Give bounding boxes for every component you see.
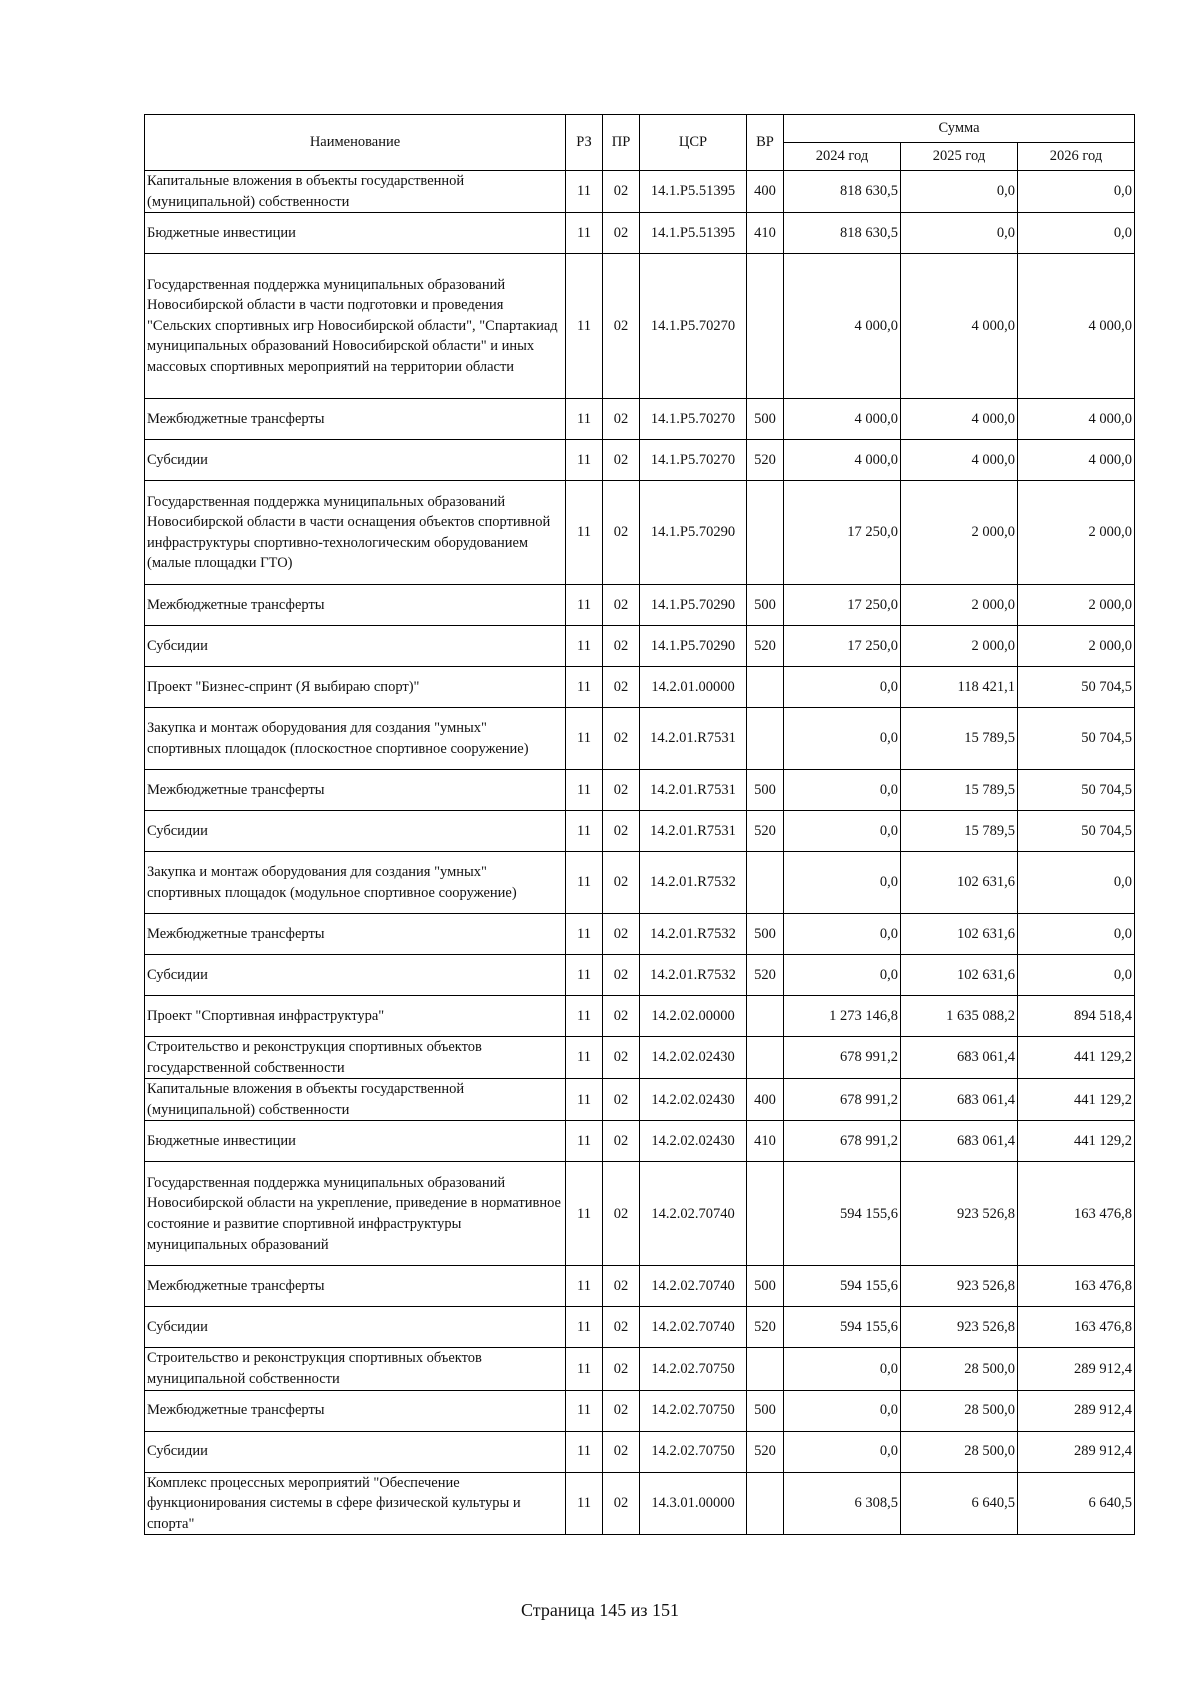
row-vr: 410 bbox=[747, 1121, 784, 1162]
row-csr: 14.2.02.70740 bbox=[640, 1307, 747, 1348]
row-csr: 14.2.01.R7531 bbox=[640, 708, 747, 770]
table-row bbox=[145, 852, 1135, 914]
row-csr: 14.2.02.70750 bbox=[640, 1390, 747, 1431]
row-csr: 14.2.02.02430 bbox=[640, 1121, 747, 1162]
row-name: Межбюджетные трансферты bbox=[145, 914, 566, 955]
table-header bbox=[145, 115, 1135, 171]
row-pr: 02 bbox=[603, 1348, 640, 1390]
header-rz: РЗ bbox=[566, 115, 603, 171]
row-amount-2024: 678 991,2 bbox=[784, 1079, 901, 1121]
page-number: Страница 145 из 151 bbox=[521, 1600, 679, 1620]
row-amount-2025: 6 640,5 bbox=[901, 1472, 1018, 1535]
row-rz: 11 bbox=[566, 254, 603, 399]
table-row bbox=[145, 770, 1135, 811]
row-pr: 02 bbox=[603, 254, 640, 399]
row-name: Государственная поддержка муниципальных образований Новосибирской области на укрепление, приведение в нормативное состояние и развитие спортивной инфраструктуры муниципальных образований bbox=[145, 1162, 566, 1266]
row-amount-2026: 50 704,5 bbox=[1018, 770, 1135, 811]
row-csr: 14.2.02.70740 bbox=[640, 1162, 747, 1266]
header-sum: Сумма bbox=[784, 115, 1135, 143]
row-csr: 14.1.P5.51395 bbox=[640, 213, 747, 254]
row-name: Субсидии bbox=[145, 955, 566, 996]
row-name: Государственная поддержка муниципальных образований Новосибирской области в части подготовки и проведения "Сельских спортивных игр Новосибирской области", "Спартакиад муниципальных образований Новосибирской области" и иных массовых спортивных мероприятий на территории области bbox=[145, 254, 566, 399]
row-amount-2026: 163 476,8 bbox=[1018, 1307, 1135, 1348]
row-vr bbox=[747, 1037, 784, 1079]
table-row bbox=[145, 585, 1135, 626]
row-csr: 14.2.02.02430 bbox=[640, 1037, 747, 1079]
row-pr: 02 bbox=[603, 852, 640, 914]
row-name: Субсидии bbox=[145, 1307, 566, 1348]
row-vr: 400 bbox=[747, 1079, 784, 1121]
row-amount-2026: 2 000,0 bbox=[1018, 585, 1135, 626]
row-amount-2026: 441 129,2 bbox=[1018, 1037, 1135, 1079]
row-vr bbox=[747, 254, 784, 399]
row-pr: 02 bbox=[603, 626, 640, 667]
table-row bbox=[145, 1162, 1135, 1266]
row-pr: 02 bbox=[603, 811, 640, 852]
table-body bbox=[145, 171, 1135, 1535]
row-amount-2024: 0,0 bbox=[784, 1390, 901, 1431]
row-csr: 14.2.01.R7532 bbox=[640, 852, 747, 914]
row-rz: 11 bbox=[566, 1307, 603, 1348]
row-amount-2024: 17 250,0 bbox=[784, 626, 901, 667]
row-vr bbox=[747, 1162, 784, 1266]
header-year-2026: 2026 год bbox=[1018, 143, 1135, 171]
row-csr: 14.2.02.70740 bbox=[640, 1266, 747, 1307]
row-vr: 500 bbox=[747, 585, 784, 626]
row-amount-2025: 2 000,0 bbox=[901, 585, 1018, 626]
row-amount-2026: 441 129,2 bbox=[1018, 1079, 1135, 1121]
row-amount-2024: 0,0 bbox=[784, 770, 901, 811]
table-row bbox=[145, 254, 1135, 399]
row-rz: 11 bbox=[566, 996, 603, 1037]
row-csr: 14.2.02.70750 bbox=[640, 1348, 747, 1390]
row-csr: 14.1.P5.70290 bbox=[640, 585, 747, 626]
row-rz: 11 bbox=[566, 585, 603, 626]
row-pr: 02 bbox=[603, 1037, 640, 1079]
row-vr: 520 bbox=[747, 1431, 784, 1472]
row-pr: 02 bbox=[603, 171, 640, 213]
table-row bbox=[145, 1390, 1135, 1431]
row-rz: 11 bbox=[566, 667, 603, 708]
row-amount-2025: 923 526,8 bbox=[901, 1266, 1018, 1307]
row-rz: 11 bbox=[566, 708, 603, 770]
row-rz: 11 bbox=[566, 1472, 603, 1535]
row-vr bbox=[747, 667, 784, 708]
row-pr: 02 bbox=[603, 1121, 640, 1162]
row-csr: 14.1.P5.70270 bbox=[640, 254, 747, 399]
row-amount-2024: 4 000,0 bbox=[784, 399, 901, 440]
row-amount-2026: 289 912,4 bbox=[1018, 1348, 1135, 1390]
row-name: Строительство и реконструкция спортивных объектов государственной собственности bbox=[145, 1037, 566, 1079]
row-amount-2025: 923 526,8 bbox=[901, 1162, 1018, 1266]
row-amount-2026: 4 000,0 bbox=[1018, 440, 1135, 481]
row-vr bbox=[747, 852, 784, 914]
table-row bbox=[145, 626, 1135, 667]
row-csr: 14.2.01.R7532 bbox=[640, 914, 747, 955]
row-rz: 11 bbox=[566, 626, 603, 667]
row-amount-2024: 818 630,5 bbox=[784, 213, 901, 254]
row-name: Межбюджетные трансферты bbox=[145, 770, 566, 811]
row-pr: 02 bbox=[603, 708, 640, 770]
header-pr: ПР bbox=[603, 115, 640, 171]
row-amount-2025: 683 061,4 bbox=[901, 1079, 1018, 1121]
table-row bbox=[145, 1266, 1135, 1307]
row-amount-2024: 0,0 bbox=[784, 955, 901, 996]
table-row bbox=[145, 708, 1135, 770]
row-pr: 02 bbox=[603, 1079, 640, 1121]
row-amount-2024: 0,0 bbox=[784, 852, 901, 914]
row-amount-2026: 4 000,0 bbox=[1018, 254, 1135, 399]
row-vr: 520 bbox=[747, 440, 784, 481]
row-rz: 11 bbox=[566, 1162, 603, 1266]
table-row bbox=[145, 481, 1135, 585]
row-pr: 02 bbox=[603, 213, 640, 254]
row-rz: 11 bbox=[566, 1348, 603, 1390]
table-row bbox=[145, 1348, 1135, 1390]
row-rz: 11 bbox=[566, 1037, 603, 1079]
row-amount-2026: 2 000,0 bbox=[1018, 481, 1135, 585]
row-pr: 02 bbox=[603, 399, 640, 440]
header-name: Наименование bbox=[145, 115, 566, 171]
row-name: Бюджетные инвестиции bbox=[145, 213, 566, 254]
row-vr bbox=[747, 1472, 784, 1535]
row-vr: 520 bbox=[747, 626, 784, 667]
row-csr: 14.2.01.R7531 bbox=[640, 811, 747, 852]
header-csr: ЦСР bbox=[640, 115, 747, 171]
row-amount-2024: 17 250,0 bbox=[784, 585, 901, 626]
row-amount-2026: 441 129,2 bbox=[1018, 1121, 1135, 1162]
row-vr bbox=[747, 708, 784, 770]
row-vr: 520 bbox=[747, 1307, 784, 1348]
row-amount-2025: 4 000,0 bbox=[901, 399, 1018, 440]
row-pr: 02 bbox=[603, 996, 640, 1037]
row-vr bbox=[747, 1348, 784, 1390]
row-amount-2026: 163 476,8 bbox=[1018, 1266, 1135, 1307]
row-pr: 02 bbox=[603, 1266, 640, 1307]
row-pr: 02 bbox=[603, 481, 640, 585]
row-csr: 14.2.02.02430 bbox=[640, 1079, 747, 1121]
row-amount-2024: 594 155,6 bbox=[784, 1162, 901, 1266]
row-amount-2025: 102 631,6 bbox=[901, 852, 1018, 914]
row-amount-2025: 15 789,5 bbox=[901, 708, 1018, 770]
row-amount-2026: 0,0 bbox=[1018, 213, 1135, 254]
row-rz: 11 bbox=[566, 914, 603, 955]
row-csr: 14.1.P5.51395 bbox=[640, 171, 747, 213]
row-rz: 11 bbox=[566, 171, 603, 213]
row-csr: 14.2.01.R7532 bbox=[640, 955, 747, 996]
header-year-2024: 2024 год bbox=[784, 143, 901, 171]
row-rz: 11 bbox=[566, 852, 603, 914]
row-amount-2026: 0,0 bbox=[1018, 914, 1135, 955]
row-rz: 11 bbox=[566, 481, 603, 585]
row-vr: 500 bbox=[747, 770, 784, 811]
row-csr: 14.2.02.00000 bbox=[640, 996, 747, 1037]
row-amount-2026: 894 518,4 bbox=[1018, 996, 1135, 1037]
row-amount-2025: 923 526,8 bbox=[901, 1307, 1018, 1348]
row-amount-2026: 289 912,4 bbox=[1018, 1431, 1135, 1472]
row-amount-2025: 2 000,0 bbox=[901, 481, 1018, 585]
row-rz: 11 bbox=[566, 1079, 603, 1121]
row-csr: 14.1.P5.70270 bbox=[640, 440, 747, 481]
row-csr: 14.2.02.70750 bbox=[640, 1431, 747, 1472]
row-amount-2026: 4 000,0 bbox=[1018, 399, 1135, 440]
row-amount-2026: 6 640,5 bbox=[1018, 1472, 1135, 1535]
row-amount-2025: 28 500,0 bbox=[901, 1348, 1018, 1390]
row-pr: 02 bbox=[603, 1431, 640, 1472]
row-vr: 520 bbox=[747, 811, 784, 852]
row-amount-2025: 2 000,0 bbox=[901, 626, 1018, 667]
row-name: Субсидии bbox=[145, 440, 566, 481]
row-pr: 02 bbox=[603, 1307, 640, 1348]
row-name: Межбюджетные трансферты bbox=[145, 399, 566, 440]
row-pr: 02 bbox=[603, 955, 640, 996]
row-csr: 14.1.P5.70290 bbox=[640, 626, 747, 667]
table-row bbox=[145, 1037, 1135, 1079]
row-pr: 02 bbox=[603, 770, 640, 811]
row-pr: 02 bbox=[603, 585, 640, 626]
row-csr: 14.2.01.R7531 bbox=[640, 770, 747, 811]
row-rz: 11 bbox=[566, 1121, 603, 1162]
row-rz: 11 bbox=[566, 1431, 603, 1472]
row-pr: 02 bbox=[603, 914, 640, 955]
row-name: Закупка и монтаж оборудования для создания "умных" спортивных площадок (плоскостное спортивное сооружение) bbox=[145, 708, 566, 770]
row-pr: 02 bbox=[603, 440, 640, 481]
row-csr: 14.1.P5.70290 bbox=[640, 481, 747, 585]
row-name: Государственная поддержка муниципальных образований Новосибирской области в части оснащения объектов спортивной инфраструктуры спортивно-технологическим оборудованием (малые площадки ГТО) bbox=[145, 481, 566, 585]
row-name: Бюджетные инвестиции bbox=[145, 1121, 566, 1162]
row-amount-2026: 50 704,5 bbox=[1018, 667, 1135, 708]
row-name: Строительство и реконструкция спортивных объектов муниципальной собственности bbox=[145, 1348, 566, 1390]
row-amount-2024: 4 000,0 bbox=[784, 440, 901, 481]
row-amount-2025: 4 000,0 bbox=[901, 254, 1018, 399]
row-rz: 11 bbox=[566, 440, 603, 481]
table-row bbox=[145, 914, 1135, 955]
table-row bbox=[145, 440, 1135, 481]
row-pr: 02 bbox=[603, 1162, 640, 1266]
row-amount-2024: 0,0 bbox=[784, 667, 901, 708]
row-amount-2024: 0,0 bbox=[784, 914, 901, 955]
table-row bbox=[145, 213, 1135, 254]
table-row bbox=[145, 811, 1135, 852]
row-amount-2025: 118 421,1 bbox=[901, 667, 1018, 708]
row-amount-2024: 594 155,6 bbox=[784, 1307, 901, 1348]
row-amount-2025: 28 500,0 bbox=[901, 1390, 1018, 1431]
row-pr: 02 bbox=[603, 1472, 640, 1535]
row-csr: 14.1.P5.70270 bbox=[640, 399, 747, 440]
row-amount-2024: 594 155,6 bbox=[784, 1266, 901, 1307]
row-csr: 14.3.01.00000 bbox=[640, 1472, 747, 1535]
row-amount-2024: 0,0 bbox=[784, 811, 901, 852]
row-csr: 14.2.01.00000 bbox=[640, 667, 747, 708]
row-amount-2025: 0,0 bbox=[901, 171, 1018, 213]
row-amount-2024: 17 250,0 bbox=[784, 481, 901, 585]
header-year-2025: 2025 год bbox=[901, 143, 1018, 171]
row-rz: 11 bbox=[566, 1266, 603, 1307]
table-row bbox=[145, 1472, 1135, 1535]
row-amount-2026: 163 476,8 bbox=[1018, 1162, 1135, 1266]
row-amount-2025: 102 631,6 bbox=[901, 914, 1018, 955]
row-amount-2026: 0,0 bbox=[1018, 955, 1135, 996]
row-name: Межбюджетные трансферты bbox=[145, 1390, 566, 1431]
header-vr: ВР bbox=[747, 115, 784, 171]
row-amount-2025: 1 635 088,2 bbox=[901, 996, 1018, 1037]
table-row bbox=[145, 955, 1135, 996]
row-amount-2024: 1 273 146,8 bbox=[784, 996, 901, 1037]
row-name: Проект "Бизнес-спринт (Я выбираю спорт)" bbox=[145, 667, 566, 708]
row-amount-2026: 289 912,4 bbox=[1018, 1390, 1135, 1431]
row-amount-2024: 0,0 bbox=[784, 708, 901, 770]
row-amount-2025: 4 000,0 bbox=[901, 440, 1018, 481]
row-vr: 400 bbox=[747, 171, 784, 213]
row-name: Субсидии bbox=[145, 626, 566, 667]
table-row bbox=[145, 399, 1135, 440]
row-name: Субсидии bbox=[145, 811, 566, 852]
row-rz: 11 bbox=[566, 811, 603, 852]
row-name: Проект "Спортивная инфраструктура" bbox=[145, 996, 566, 1037]
row-name: Межбюджетные трансферты bbox=[145, 585, 566, 626]
table-row bbox=[145, 1307, 1135, 1348]
row-name: Комплекс процессных мероприятий "Обеспечение функционирования системы в сфере физической культуры и спорта" bbox=[145, 1472, 566, 1535]
row-amount-2026: 50 704,5 bbox=[1018, 708, 1135, 770]
row-vr: 520 bbox=[747, 955, 784, 996]
row-pr: 02 bbox=[603, 1390, 640, 1431]
row-amount-2026: 0,0 bbox=[1018, 852, 1135, 914]
row-amount-2026: 2 000,0 bbox=[1018, 626, 1135, 667]
row-amount-2026: 0,0 bbox=[1018, 171, 1135, 213]
row-vr: 500 bbox=[747, 914, 784, 955]
row-vr bbox=[747, 481, 784, 585]
table-row bbox=[145, 1121, 1135, 1162]
row-vr: 500 bbox=[747, 1390, 784, 1431]
row-pr: 02 bbox=[603, 667, 640, 708]
row-amount-2025: 683 061,4 bbox=[901, 1121, 1018, 1162]
row-amount-2024: 678 991,2 bbox=[784, 1121, 901, 1162]
row-amount-2024: 818 630,5 bbox=[784, 171, 901, 213]
table-row bbox=[145, 996, 1135, 1037]
row-vr: 500 bbox=[747, 399, 784, 440]
table-row bbox=[145, 1079, 1135, 1121]
row-rz: 11 bbox=[566, 770, 603, 811]
table-row bbox=[145, 667, 1135, 708]
row-rz: 11 bbox=[566, 1390, 603, 1431]
row-rz: 11 bbox=[566, 213, 603, 254]
row-amount-2024: 6 308,5 bbox=[784, 1472, 901, 1535]
row-amount-2025: 102 631,6 bbox=[901, 955, 1018, 996]
table-row bbox=[145, 1431, 1135, 1472]
row-name: Межбюджетные трансферты bbox=[145, 1266, 566, 1307]
row-name: Капитальные вложения в объекты государственной (муниципальной) собственности bbox=[145, 1079, 566, 1121]
row-vr bbox=[747, 996, 784, 1037]
row-amount-2024: 678 991,2 bbox=[784, 1037, 901, 1079]
row-amount-2025: 0,0 bbox=[901, 213, 1018, 254]
row-amount-2025: 683 061,4 bbox=[901, 1037, 1018, 1079]
table-row bbox=[145, 171, 1135, 213]
row-name: Субсидии bbox=[145, 1431, 566, 1472]
row-rz: 11 bbox=[566, 955, 603, 996]
row-amount-2024: 0,0 bbox=[784, 1431, 901, 1472]
row-vr: 410 bbox=[747, 213, 784, 254]
row-rz: 11 bbox=[566, 399, 603, 440]
row-name: Закупка и монтаж оборудования для создания "умных" спортивных площадок (модульное спортивное сооружение) bbox=[145, 852, 566, 914]
budget-table bbox=[144, 114, 1135, 1535]
row-amount-2025: 28 500,0 bbox=[901, 1431, 1018, 1472]
row-vr: 500 bbox=[747, 1266, 784, 1307]
row-amount-2025: 15 789,5 bbox=[901, 811, 1018, 852]
row-name: Капитальные вложения в объекты государственной (муниципальной) собственности bbox=[145, 171, 566, 213]
row-amount-2026: 50 704,5 bbox=[1018, 811, 1135, 852]
row-amount-2024: 0,0 bbox=[784, 1348, 901, 1390]
row-amount-2025: 15 789,5 bbox=[901, 770, 1018, 811]
row-amount-2024: 4 000,0 bbox=[784, 254, 901, 399]
